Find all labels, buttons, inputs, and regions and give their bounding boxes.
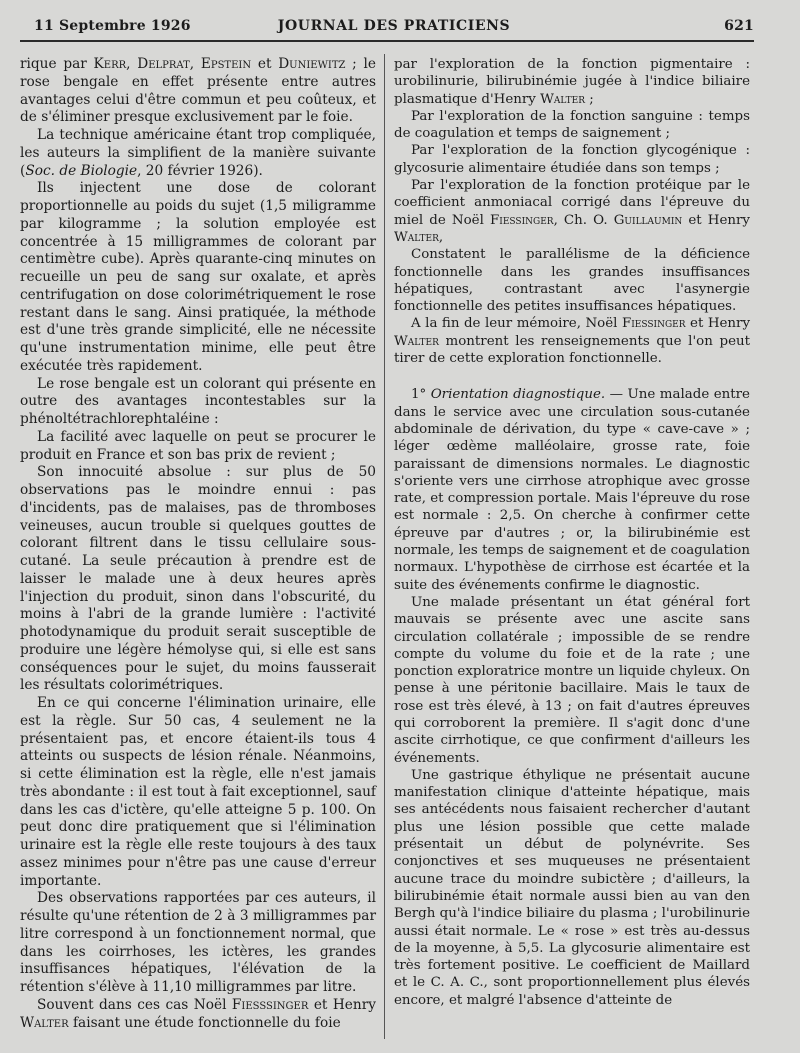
paragraph: Une gastrique éthylique ne présentait aucune manifestation clinique d'atteinte hépatique, mais ses antécédents nous faisaient rechercher d'autant plus une lésion possible que cette malade présentait un début de polynévrite. Ses conjonctives et ses muqueuses ne présentaient aucune trace du moindre subictère ; d'ailleurs, la bilirubinémie était normale aussi bien au van den Bergh qu'à l'indice biliaire du plasma ; l'urobilinurie aussi était normale. Le « rose » est très au-dessus de la moyenne, à 5,5. La glycosurie alimentaire est très fortement positive. Le coefficient de Maillard et le C. A. C., sont proportionnellement plus élevés encore, et malgré l'absence d'atteinte de	[394, 767, 750, 1008]
left-column	[20, 56, 376, 1032]
paragraph: 1° Orientation diagnostique. — Une malade entre dans le service avec une circulation sous-cutanée abdominale de dérivation, du type « cave-cave » ; léger œdème malléolaire, grosse rate, foie paraissant de dimensions normales. Le diagnostic s'oriente vers une cirrhose atrophique avec grosse rate, et compression portale. Mais l'épreuve du rose est normale : 2,5. On cherche à confirmer cette épreuve par d'autres ; or, la bilirubinémie est normale, les temps de saignement et de coagulation normaux. L'hypothèse de cirrhose est écartée et la suite des événements confirme le diagnostic.	[394, 387, 750, 593]
author-name: Guillaumin	[613, 212, 683, 228]
paragraph: A la fin de leur mémoire, Noël Fiessinger et Henry Walter montrent les renseignements que l'on peut tirer de cette exploration fonctionnelle.	[394, 316, 751, 367]
paragraph: Une malade présentant un état général fort mauvais se présente avec une ascite sans circulation collatérale ; impossible de se rendre compte du volume du foie et de la rate ; une ponction exploratrice montre un liquide chyleux. On pense à une péritonie bacillaire. Mais le taux de rose est très élevé, à 13 ; on fait d'autres épreuves qui corroborent la première. Il s'agit donc d'une ascite cirrhotique, ce que confirment d'ailleurs les événements.	[394, 594, 750, 766]
author-name: Walter	[394, 333, 439, 349]
paragraph: La facilité avec laquelle on peut se procurer le produit en France et son bas prix de revient ;	[20, 428, 376, 463]
author-name: Walter	[394, 229, 439, 245]
column-divider	[384, 54, 385, 1039]
author-name: Epstein	[200, 56, 252, 72]
section-number: 1°	[411, 387, 431, 403]
paragraph: Constatent le parallélisme de la déficience fonctionnelle dans les grandes insuffisances hépatiques, contrastant avec l'asynergie fonctionnelle des petites insuffisances hépatiques.	[394, 247, 750, 315]
header-date: 11 Septembre 1926	[34, 18, 191, 34]
header-rule	[20, 40, 754, 42]
page-number: 621	[724, 18, 754, 34]
paragraph: Des observations rapportées par ces auteurs, il résulte qu'une rétention de 2 à 3 milligrammes par litre correspond à un fonctionnement normal, que dans les coirrhoses, les ictères, les grandes insuffisances hépatiques, l'élévation de la rétention s'élève à 11,10 milligrammes par litre.	[20, 890, 376, 995]
author-name: Delprat	[137, 56, 190, 72]
running-header	[34, 18, 754, 38]
paragraph: La technique américaine étant trop compliquée, les auteurs la simplifient de la manière suivante (Soc. de Biologie, 20 février 1926).	[20, 127, 376, 179]
paragraph: Son innocuité absolue : sur plus de 50 observations pas le moindre ennui : pas d'incidents, pas de malaises, pas de thromboses veineuses, aucun trouble si quelques gouttes de colorant filtrent dans le tissu cellulaire sous-cutané. La seule précaution à prendre est de laisser le malade une à deux heures après l'injection du produit, sinon dans l'obscurité, du moins à l'abri de la grande lumière : l'activité photodynamique du produit serait susceptible de produire une légère hémolyse qui, si elle est sans conséquences pour le sujet, du moins fausserait les résultats colorimétriques.	[20, 464, 376, 694]
paragraph: En ce qui concerne l'élimination urinaire, elle est la règle. Sur 50 cas, 4 seulement ne la présentaient pas, et encore étaient-ils tous 4 atteints ou suspects de lésion rénale. Néanmoins, si cette élimination est la règle, elle n'est jamais très abondante : il est tout à fait exceptionnel, sauf dans les cas d'ictère, qu'elle atteigne 5 p. 100. On peut donc dire pratiquement que si l'élimination urinaire est la règle elle reste toujours à des taux assez minimes pour n'être pas une cause d'erreur importante.	[20, 695, 376, 889]
paragraph: par l'exploration de la fonction pigmentaire : urobilinurie, bilirubinémie jugée à l'indice biliaire plasmatique d'Henry Walter ;	[394, 57, 750, 107]
author-name: Duniewitz	[278, 56, 346, 72]
paragraph: Souvent dans ces cas Noël Fiesssinger et Henry Walter faisant une étude fonctionnelle du foie	[20, 996, 376, 1031]
author-name: Walter	[540, 91, 585, 107]
paragraph: Par l'exploration de la fonction sanguine : temps de coagulation et temps de saignement ;	[394, 108, 750, 142]
journal-title: JOURNAL DES PRATICIENS	[277, 18, 511, 34]
section-heading: Orientation diagnostique.	[430, 387, 606, 403]
author-name: Fiesssinger	[231, 996, 309, 1013]
author-name: Fiessinger	[621, 316, 686, 332]
paragraph: Ils injectent une dose de colorant proportionnelle au poids du sujet (1,5 miligramme par kilogramme ; la solution employée est concentrée à 15 milligrammes de colorant par centimètre cube). Après quarante-cinq minutes on recueille un peu de sang sur oxalate, et après centrifugation on dose colorimétriquement le rose restant dans le sang. Ainsi pratiquée, la méthode est d'une très grande simplicité, elle ne nécessite qu'une instrumentation minime, elle peut être exécutée très rapidement.	[20, 180, 376, 374]
paragraph: Par l'exploration de la fonction protéique par le coefficient anmoniacal corrigé dans l'épreuve du miel de Noël Fiessinger, Ch. O. Guillaumin et Henry Walter,	[394, 178, 750, 245]
author-name: Fiessinger	[490, 212, 554, 228]
paragraph: rique par Kerr, Delprat, Epstein et Duniewitz ; le rose bengale en effet présente entre autres avantages celui d'être commun et peu coûteux, et de s'éliminer presque exclusivement par le foie.	[20, 56, 377, 126]
paragraph: Le rose bengale est un colorant qui présente en outre des avantages incontestables sur la phénoltétrachlorephtaléine :	[20, 375, 376, 427]
author-name: Kerr	[93, 56, 127, 72]
paragraph: Par l'exploration de la fonction glycogénique : glycosurie alimentaire étudiée dans son temps ;	[394, 143, 750, 176]
reference: Soc. de Biologie	[25, 162, 138, 179]
author-name: Walter	[20, 1014, 69, 1031]
right-column	[394, 56, 750, 1009]
